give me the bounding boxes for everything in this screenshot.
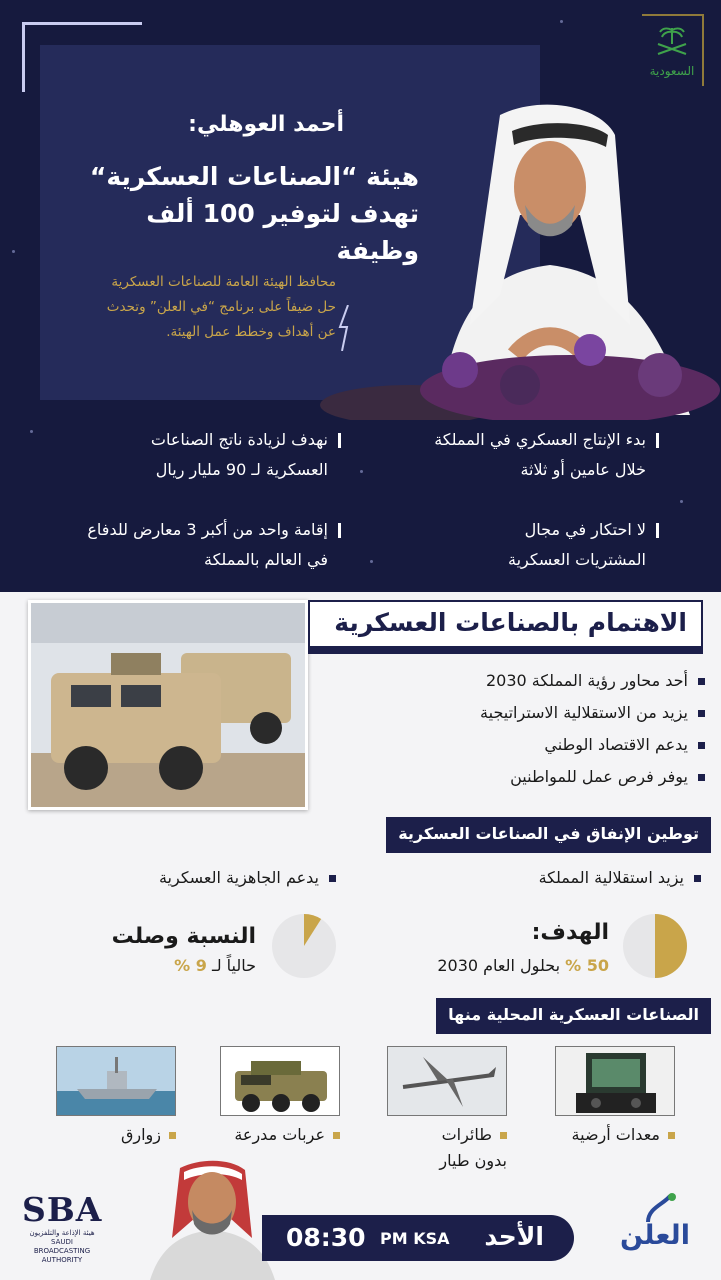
armored-vehicle-photo — [28, 600, 308, 810]
localization-item: يدعم الجاهزية العسكرية — [159, 868, 336, 887]
products-title: الصناعات العسكرية المحلية منها — [436, 998, 711, 1034]
product-drones — [387, 1046, 507, 1174]
sba-arabic-name: هيئة الإذاعة والتلفزيون — [29, 1229, 95, 1237]
fact-item — [379, 515, 659, 575]
show-logo — [620, 1192, 700, 1262]
star-dot — [360, 470, 363, 473]
bullet-square — [698, 774, 705, 781]
drone-image — [387, 1046, 507, 1116]
headline-line-1: هيئة “الصناعات العسكرية“ — [89, 162, 419, 191]
bullet-square — [698, 678, 705, 685]
fact-item — [11, 515, 341, 575]
header-section — [0, 0, 721, 592]
ground-equipment-image — [555, 1046, 675, 1116]
sba-english-name: SAUDI BROADCASTING AUTHORITY — [33, 1238, 91, 1264]
fact-line-1: نهدف لزيادة ناتج الصناعات — [150, 430, 328, 449]
product-label: طائرات — [441, 1125, 492, 1144]
fact-line-1: إقامة واحد من أكبر 3 معارض للدفاع — [87, 520, 328, 539]
goal-pie-chart — [623, 914, 687, 978]
saudi-logo-label: السعودية — [649, 64, 695, 78]
current-text: حالياً لـ 9 % — [174, 956, 256, 975]
palm-swords-icon — [650, 24, 694, 64]
boat-image — [56, 1046, 176, 1116]
product-ground-equipment — [555, 1046, 675, 1148]
headline — [59, 158, 419, 269]
localization-title: توطين الإنفاق في الصناعات العسكرية — [386, 817, 711, 853]
bullet-bar — [338, 433, 341, 448]
fact-item — [41, 425, 341, 485]
list-item: يوفر فرص عمل للمواطنين — [385, 761, 705, 793]
star-dot — [370, 560, 373, 563]
guest-name: أحمد العوهلي: — [188, 112, 344, 137]
product-label: زوارق — [120, 1125, 161, 1144]
broadcast-time-bar — [262, 1215, 574, 1261]
goal-text: 50 % بحلول العام 2030 — [437, 956, 609, 975]
fact-item — [379, 425, 659, 485]
star-dot — [30, 430, 33, 433]
broadcast-day: الأحد — [484, 1222, 544, 1251]
fact-line-2: في العالم بالمملكة — [203, 550, 328, 569]
bullet-bar — [656, 523, 659, 538]
broadcast-timezone: PM KSA — [380, 1229, 450, 1248]
current-pie-chart — [272, 914, 336, 978]
product-label: معدات أرضية — [571, 1125, 660, 1144]
saudi-tv-logo — [642, 14, 704, 86]
sba-logo-text: SBA — [22, 1190, 103, 1229]
star-dot — [680, 500, 683, 503]
interest-section-title — [308, 600, 703, 648]
headline-line-2: تهدف لتوفير 100 ألف وظيفة — [146, 199, 419, 265]
current-title: النسبة وصلت — [111, 924, 256, 949]
fact-line-2: خلال عامين أو ثلاثة — [520, 460, 646, 479]
bullet-square — [698, 742, 705, 749]
fact-line-1: لا احتكار في مجال — [524, 520, 646, 539]
fact-line-1: بدء الإنتاج العسكري في المملكة — [434, 430, 646, 449]
lightning-icon — [338, 305, 354, 351]
fact-line-2: العسكرية لـ 90 مليار ريال — [155, 460, 328, 479]
flower-decoration — [320, 330, 721, 420]
product-armored-vehicles — [220, 1046, 340, 1148]
broadcast-time: 08:30 — [286, 1223, 366, 1252]
product-label: عربات مدرعة — [234, 1125, 325, 1144]
interest-title: الاهتمام بالصناعات العسكرية — [334, 608, 687, 637]
bullet-bar — [338, 523, 341, 538]
star-dot — [12, 250, 15, 253]
interest-list — [385, 665, 705, 793]
host-photo — [150, 1158, 275, 1280]
list-item: أحد محاور رؤية المملكة 2030 — [385, 665, 705, 697]
list-item: يدعم الاقتصاد الوطني — [385, 729, 705, 761]
fact-line-2: المشتريات العسكرية — [508, 550, 646, 569]
sba-logo — [22, 1190, 102, 1265]
goal-title: الهدف: — [531, 920, 609, 945]
star-dot — [560, 20, 563, 23]
localization-item: يزيد استقلالية المملكة — [539, 868, 701, 887]
bullet-square — [698, 710, 705, 717]
product-boats — [56, 1046, 176, 1148]
intro-text: محافظ الهيئة العامة للصناعات العسكرية حل ضيفاً على برنامج “في العلن” وتحدث عن أهداف وخطط عمل الهيئة. — [106, 274, 336, 340]
product-label-2: بدون طيار — [439, 1151, 507, 1170]
show-logo-text: العلن — [620, 1220, 690, 1251]
armored-vehicle-image — [220, 1046, 340, 1116]
bullet-bar — [656, 433, 659, 448]
list-item: يزيد من الاستقلالية الاستراتيجية — [385, 697, 705, 729]
